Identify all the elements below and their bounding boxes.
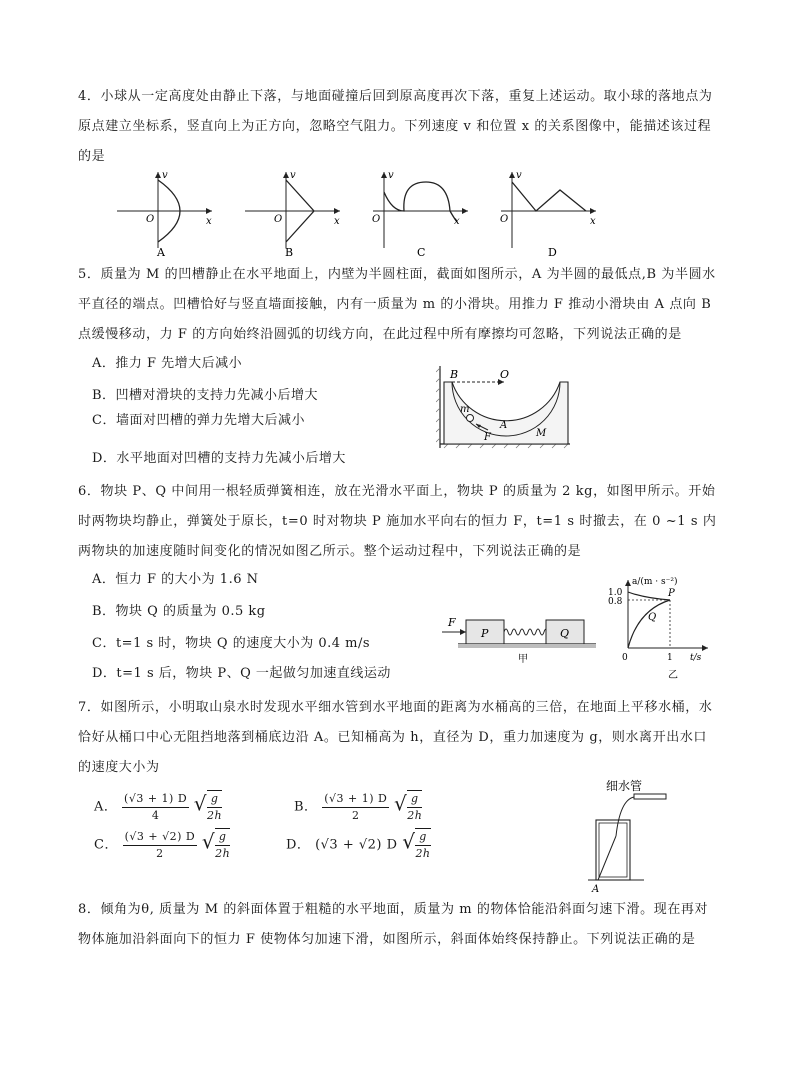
point-a-label: A: [500, 420, 508, 431]
point-b-label: B: [450, 368, 459, 381]
tick-0-8: 0.8: [608, 597, 623, 607]
denominator: 2: [352, 808, 360, 822]
mass-groove-label: M: [536, 428, 547, 439]
sqrt-term: √ $\frac{g}{2h}$: [193, 791, 223, 822]
curve-p-label: P: [668, 588, 675, 599]
denominator: 2: [156, 846, 164, 860]
point-a-label: A: [592, 884, 600, 894]
origin-label: 0: [622, 653, 628, 663]
sqrt-term: √ $\frac{g}{2h}$: [402, 829, 431, 860]
tick-1: 1: [667, 653, 673, 663]
q5-groove-figure: [436, 364, 576, 452]
axis-v-label: v: [388, 170, 394, 181]
block-q-label: Q: [560, 627, 570, 640]
axis-t-label: t/s: [690, 653, 702, 663]
sqrt-denominator: 2h: [415, 847, 431, 860]
graph-label-c: C: [417, 246, 426, 258]
axis-v-label: v: [162, 170, 168, 181]
numerator: (√3 + 1) D: [322, 791, 389, 808]
q4-graph-c: [368, 168, 478, 258]
axis-v-label: v: [290, 170, 296, 181]
graph-label-b: B: [285, 246, 294, 258]
q6-option-c[interactable]: C．t=1 s 时，物块 Q 的速度大小为 0.4 m/s: [92, 636, 371, 651]
force-f-label: F: [484, 432, 491, 443]
q7-option-d[interactable]: [286, 828, 431, 862]
figure-caption-jia: 甲: [518, 654, 528, 665]
q7-bucket-figure: [580, 776, 690, 894]
axis-x-label: x: [206, 216, 212, 227]
sqrt-term: √ $\frac{g}{2h}$: [393, 791, 423, 822]
sqrt-denominator: 2h: [207, 809, 223, 822]
q4-graph-b: [240, 168, 350, 258]
question-5-text: 5．质量为 M 的凹槽静止在水平地面上，内壁为半圆柱面，截面如图所示，A 为半圆的最低点,B 为半圆水平直径的端点。凹槽恰好与竖直墙面接触，内有一质量为 m 的小滑块。用推力 F 推动小滑块由 A 点向 B 点缓慢移动，力 F 的方向始终沿圆弧的切线方向，在此过程中所有摩擦均可忽略，下列说法正确的是: [78, 267, 716, 342]
q7-option-c[interactable]: [94, 828, 230, 862]
fraction: [123, 829, 198, 862]
origin-label: O: [500, 214, 509, 225]
fraction: [322, 791, 389, 824]
block-p-label: P: [481, 627, 489, 640]
mass-m-label: m: [460, 404, 470, 415]
sqrt-denominator: 2h: [215, 847, 231, 860]
axis-a-label: a/(m · s⁻²): [632, 577, 678, 587]
q4-graph-d: [496, 168, 606, 258]
option-letter: C．: [94, 837, 118, 853]
sqrt-term: √ $\frac{g}{2h}$: [201, 829, 231, 860]
question-7-text: 7．如图所示，小明取山泉水时发现水平细水管到水平地面的距离为水桶高的三倍，在地面上平移水桶，水恰好从桶口中心无阻挡地落到桶底边沿 A。已知桶高为 h，直径为 D，重力加速度为 g，则水离开出水口的速度大小为: [78, 700, 713, 775]
sqrt-denominator: 2h: [407, 809, 423, 822]
numerator: (√3 + √2) D: [123, 829, 198, 846]
axis-x-label: x: [454, 216, 460, 227]
sqrt-numerator: g: [415, 829, 430, 846]
figure-caption-yi: 乙: [668, 670, 678, 681]
q6-acceleration-graph: [604, 574, 714, 682]
q6-spring-figure: [438, 606, 598, 666]
axis-v-label: v: [516, 170, 522, 181]
axis-x-label: x: [334, 216, 340, 227]
sqrt-numerator: g: [215, 829, 230, 846]
option-letter: B．: [294, 799, 318, 815]
numerator: (√3 + 1) D: [122, 791, 189, 808]
graph-label-d: D: [548, 246, 557, 258]
q6-option-b[interactable]: B．物块 Q 的质量为 0.5 kg: [92, 604, 266, 619]
force-f-label: F: [448, 616, 456, 629]
origin-label: O: [372, 214, 381, 225]
axis-x-label: x: [590, 216, 596, 227]
coefficient: (√3 + √2) D: [315, 837, 398, 853]
question-8-text: 8．倾角为θ, 质量为 M 的斜面体置于粗糙的水平地面，质量为 m 的物体恰能沿斜面匀速下滑。现在再对物体施加沿斜面向下的恒力 F 使物体匀加速下滑，如图所示，斜面体始终保持静止。下列说法正确的是: [78, 902, 709, 947]
sqrt-numerator: g: [207, 791, 222, 808]
point-o-label: O: [500, 368, 510, 381]
tick-1-0: 1.0: [608, 588, 623, 598]
q5-option-d[interactable]: D．水平地面对凹槽的支持力先减小后增大: [92, 451, 346, 466]
q5-option-c[interactable]: C．墙面对凹槽的弹力先增大后减小: [92, 413, 305, 428]
q5-option-a[interactable]: A．推力 F 先增大后减小: [92, 356, 243, 371]
option-letter: D．: [286, 837, 311, 853]
question-6-text: 6．物块 P、Q 中间用一根轻质弹簧相连，放在光滑水平面上，物块 P 的质量为 2 kg，如图甲所示。开始时两物块均静止，弹簧处于原长，t=0 时对物块 P 施加水平向右的恒力 F，t=1 s 时撤去，在 0 ~1 s 内两物块的加速度随时间变化的情况如图乙所示。整个运动过程中，下列说法正确的是: [78, 484, 717, 559]
pipe-label: 细水管: [606, 779, 643, 793]
graph-label-a: A: [157, 246, 165, 258]
q7-option-a[interactable]: [94, 790, 222, 824]
q6-option-d[interactable]: D．t=1 s 后，物块 P、Q 一起做匀加速直线运动: [92, 666, 391, 681]
origin-label: O: [274, 214, 283, 225]
q7-option-b[interactable]: [294, 790, 422, 824]
option-letter: A．: [94, 799, 118, 815]
q5-option-b[interactable]: B．凹槽对滑块的支持力先减小后增大: [92, 388, 319, 403]
denominator: 4: [151, 808, 160, 822]
q4-graph-a: [112, 168, 222, 258]
fraction: [122, 791, 189, 824]
curve-q-label: Q: [648, 612, 657, 623]
origin-label: O: [146, 214, 155, 225]
sqrt-numerator: g: [407, 791, 422, 808]
question-4-text: 4．小球从一定高度处由静止下落，与地面碰撞后回到原高度再次下落，重复上述运动。取小球的落地点为原点建立坐标系，竖直向上为正方向，忽略空气阻力。下列速度 v 和位置 x 的关系图像中，能描述该过程的是: [78, 89, 713, 164]
q6-option-a[interactable]: A．恒力 F 的大小为 1.6 N: [92, 572, 259, 587]
